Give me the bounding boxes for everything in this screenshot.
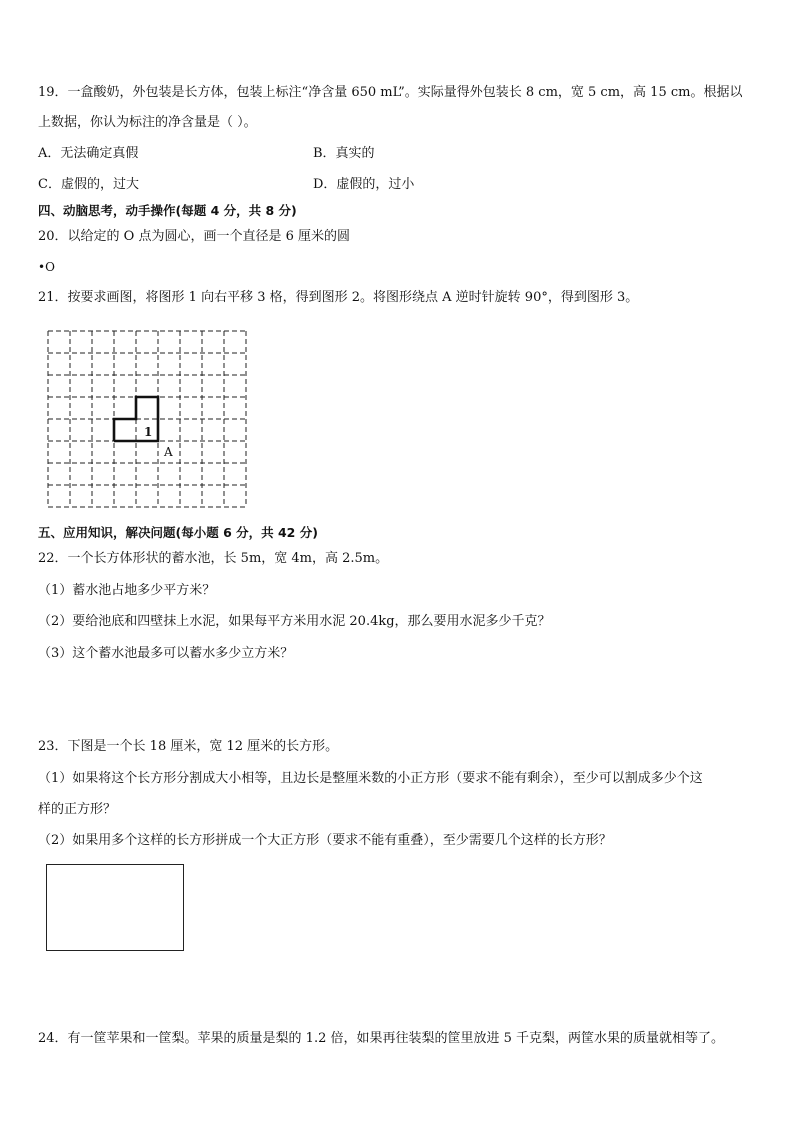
q19-option-b: B．真实的 bbox=[313, 146, 375, 161]
q21-grid-figure bbox=[44, 327, 254, 512]
figure-1-label: 1 bbox=[144, 425, 153, 439]
q24-stem: 24．有一筐苹果和一筐梨。苹果的质量是梨的 1.2 倍，如果再往装梨的筐里放进 5 千克梨，两筐水果的质量就相等了。 bbox=[38, 1031, 725, 1046]
point-a-label: A bbox=[164, 445, 173, 459]
dashed-grid bbox=[48, 331, 246, 507]
q19-option-c: C．虚假的，过大 bbox=[38, 177, 139, 192]
q19-option-d: D．虚假的，过小 bbox=[313, 177, 415, 192]
q23-sub1-line2: 样的正方形？ bbox=[38, 802, 117, 817]
q22-sub3: （3）这个蓄水池最多可以蓄水多少立方米？ bbox=[38, 646, 294, 661]
q23-sub1-line1: （1）如果将这个长方形分割成大小相等，且边长是整厘米数的小正方形（要求不能有剩余），至少可以割成多少个这 bbox=[38, 771, 703, 786]
q23-sub2: （2）如果用多个这样的长方形拼成一个大正方形（要求不能有重叠），至少需要几个这样的长方形？ bbox=[38, 833, 612, 848]
q20-stem: 20．以给定的 O 点为圆心，画一个直径是 6 厘米的圆 bbox=[38, 229, 351, 244]
q20-point-o: •O bbox=[38, 260, 55, 274]
q23-rectangle-figure bbox=[46, 864, 184, 951]
q23-stem: 23．下图是一个长 18 厘米，宽 12 厘米的长方形。 bbox=[38, 739, 339, 754]
q19-option-a: A．无法确定真假 bbox=[38, 146, 139, 161]
section-5-heading: 五、应用知识，解决问题(每小题 6 分，共 42 分) bbox=[38, 525, 318, 540]
q19-stem-line2: 上数据，你认为标注的净含量是（ ）。 bbox=[38, 115, 257, 130]
q22-stem: 22．一个长方体形状的蓄水池，长 5m，宽 4m，高 2.5m。 bbox=[38, 551, 389, 566]
section-4-heading: 四、动脑思考，动手操作(每题 4 分，共 8 分) bbox=[38, 203, 297, 218]
q22-sub1: （1）蓄水池占地多少平方米？ bbox=[38, 583, 216, 598]
q22-sub2: （2）要给池底和四壁抹上水泥，如果每平方米用水泥 20.4kg，那么要用水泥多少千克？ bbox=[38, 614, 551, 629]
q19-stem-line1: 19．一盒酸奶，外包装是长方体，包装上标注“净含量 650 mL”。实际量得外包装长 8 cm，宽 5 cm，高 15 cm。根据以 bbox=[38, 85, 743, 100]
q21-stem: 21．按要求画图，将图形 1 向右平移 3 格，得到图形 2。将图形绕点 A 逆时针旋转 90°，得到图形 3。 bbox=[38, 290, 639, 305]
